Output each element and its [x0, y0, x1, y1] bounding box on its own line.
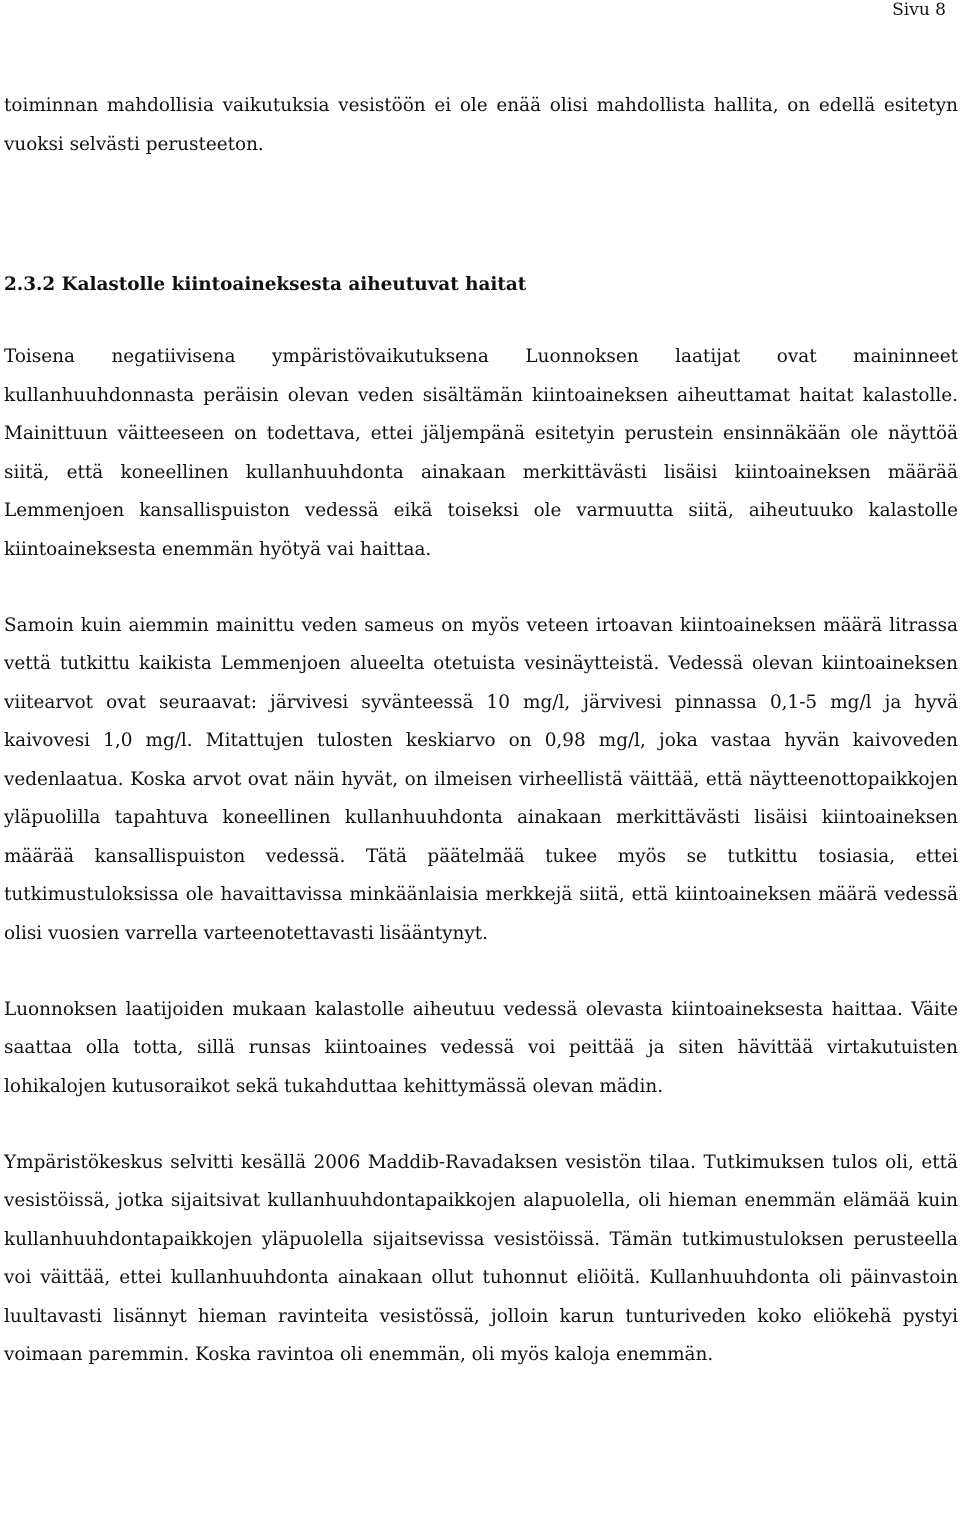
- paragraph-1: Toisena negatiivisena ympäristövaikutuksena Luonnoksen laatijat ovat maininneet kullanhuuhdonnasta peräisin olevan veden sisältämän kiintoaineksen aiheuttamat haitat kalastolle. Mainittuun väitteeseen on todettava, ettei jäljempänä esitetyin perustein ensinnäkään ole näyttöä siitä, että koneellinen kullanhuuhdonta ainakaan merkittävästi lisäisi kiintoaineksen määrää Lemmenjoen kansallispuiston vedessä eikä toiseksi ole varmuutta siitä, aiheutuuko kalastolle kiintoaineksesta enemmän hyötyä vai haittaa.: [4, 346, 958, 560]
- page-number: Sivu 8: [892, 0, 946, 20]
- paragraph-2: Samoin kuin aiemmin mainittu veden sameus on myös veteen irtoavan kiintoaineksen määrä litrassa vettä tutkittu kaikista Lemmenjoen alueelta otetuista vesinäytteistä. Vedessä olevan kiintoaineksen viitearvot ovat seuraavat: järvivesi syvänteessä 10 mg/l, järvivesi pinnassa 0,1-5 mg/l ja hyvä kaivovesi 1,0 mg/l. Mitattujen tulosten keskiarvo on 0,98 mg/l, joka vastaa hyvän kaivoveden vedenlaatua. Koska arvot ovat näin hyvät, on ilmeisen virheellistä väittää, että näytteenottopaikkojen yläpuolilla tapahtuva koneellinen kullanhuuhdonta ainakaan merkittävästi lisäisi kiintoaineksen määrää kansallispuiston vedessä. Tätä päätelmää tukee myös se tutkittu tosiasia, ettei tutkimustuloksissa ole havaittavissa minkäänlaisia merkkejä siitä, että kiintoaineksen määrä vedessä olisi vuosien varrella varteenotettavasti lisääntynyt.: [4, 614, 958, 944]
- intro-paragraph: toiminnan mahdollisia vaikutuksia vesistöön ei ole enää olisi mahdollista hallita, on edellä esitetyn vuoksi selvästi perusteeton.: [4, 95, 958, 155]
- paragraph-4: Ympäristökeskus selvitti kesällä 2006 Maddib-Ravadaksen vesistön tilaa. Tutkimuksen tulos oli, että vesistöissä, jotka sijaitsivat kullanhuuhdontapaikkojen alapuolella, oli hieman enemmän elämää kuin kullanhuuhdontapaikkojen yläpuolella sijaitsevissa vesistöissä. Tämän tutkimustuloksen perusteella voi väittää, ettei kullanhuuhdonta ainakaan ollut tuhonnut eliöitä. Kullanhuuhdonta oli päinvastoin luultavasti lisännyt hieman ravinteita vesistössä, jolloin karun tunturiveden koko eliökehä pystyi voimaan paremmin. Koska ravintoa oli enemmän, oli myös kaloja enemmän.: [4, 1151, 958, 1365]
- section-body: [4, 338, 958, 1375]
- paragraph-3: Luonnoksen laatijoiden mukaan kalastolle aiheutuu vedessä olevasta kiintoaineksesta haittaa. Väite saattaa olla totta, sillä runsas kiintoaines vedessä voi peittää ja siten hävittää virtakutuisten lohikalojen kutusoraikot sekä tukahduttaa kehittymässä olevan mädin.: [4, 998, 958, 1097]
- intro-block: [4, 87, 958, 164]
- section-heading: 2.3.2 Kalastolle kiintoaineksesta aiheutuvat haitat: [4, 274, 527, 295]
